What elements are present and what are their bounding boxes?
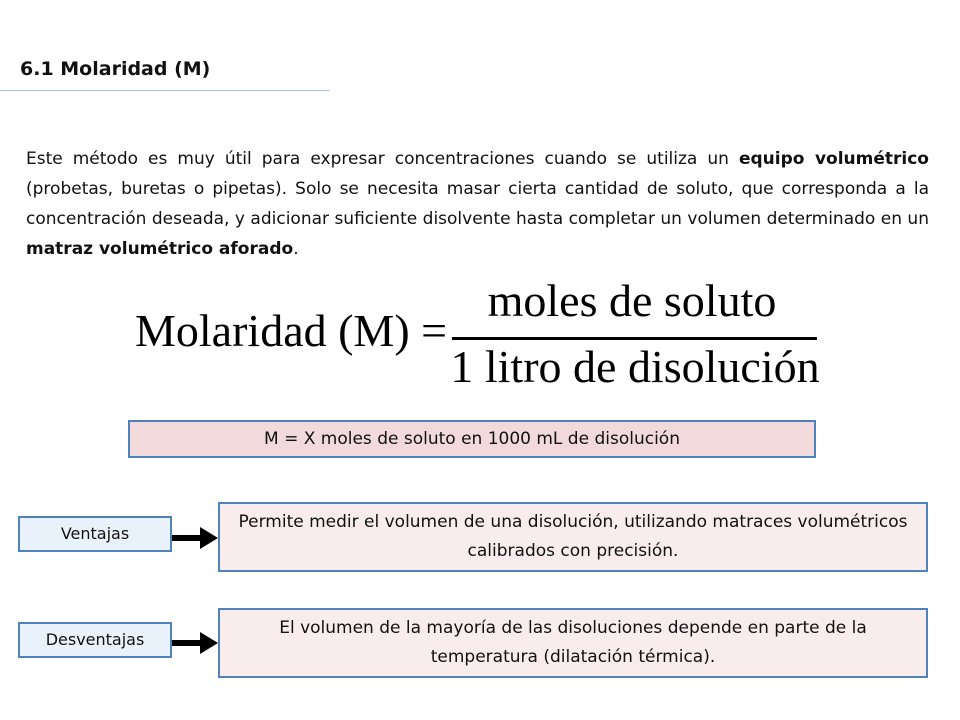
formula-numerator: moles de soluto [487, 275, 777, 326]
desventajas-description-box [218, 608, 928, 678]
ventajas-description-box [218, 502, 928, 572]
title-underline [0, 90, 330, 91]
paragraph-bold-1: equipo volumétrico [738, 149, 929, 169]
paragraph-text-1: Este método es muy útil para expresar concentraciones cuando se utiliza un [26, 149, 739, 169]
slide-title: 6.1 Molaridad (M) [20, 58, 211, 80]
right-arrow-icon [172, 632, 218, 654]
ventajas-label: Ventajas [18, 516, 172, 552]
intro-paragraph [26, 144, 929, 264]
paragraph-bold-2: matraz volumétrico aforado [26, 239, 294, 259]
paragraph-text-3: . [293, 239, 299, 259]
formula-denominator: 1 litro de disolución [450, 341, 820, 392]
paragraph-text-2: (probetas, buretas o pipetas). Solo se necesita masar cierta cantidad de soluto, que corresponda a la concentración deseada, y adicionar suficiente disolvente hasta completar un volumen determinado en un [26, 179, 929, 229]
desventajas-description: El volumen de la mayoría de las disoluciones depende en parte de la temperatura (dilatación térmica). [279, 618, 867, 667]
desventajas-label: Desventajas [18, 622, 172, 658]
formula-lhs: Molaridad (M) = [135, 305, 448, 356]
definition-box: M = X moles de soluto en 1000 mL de disolución [128, 420, 816, 458]
right-arrow-icon [172, 527, 218, 549]
ventajas-description: Permite medir el volumen de una disolución, utilizando matraces volumétricos calibrados con precisión. [238, 512, 908, 561]
